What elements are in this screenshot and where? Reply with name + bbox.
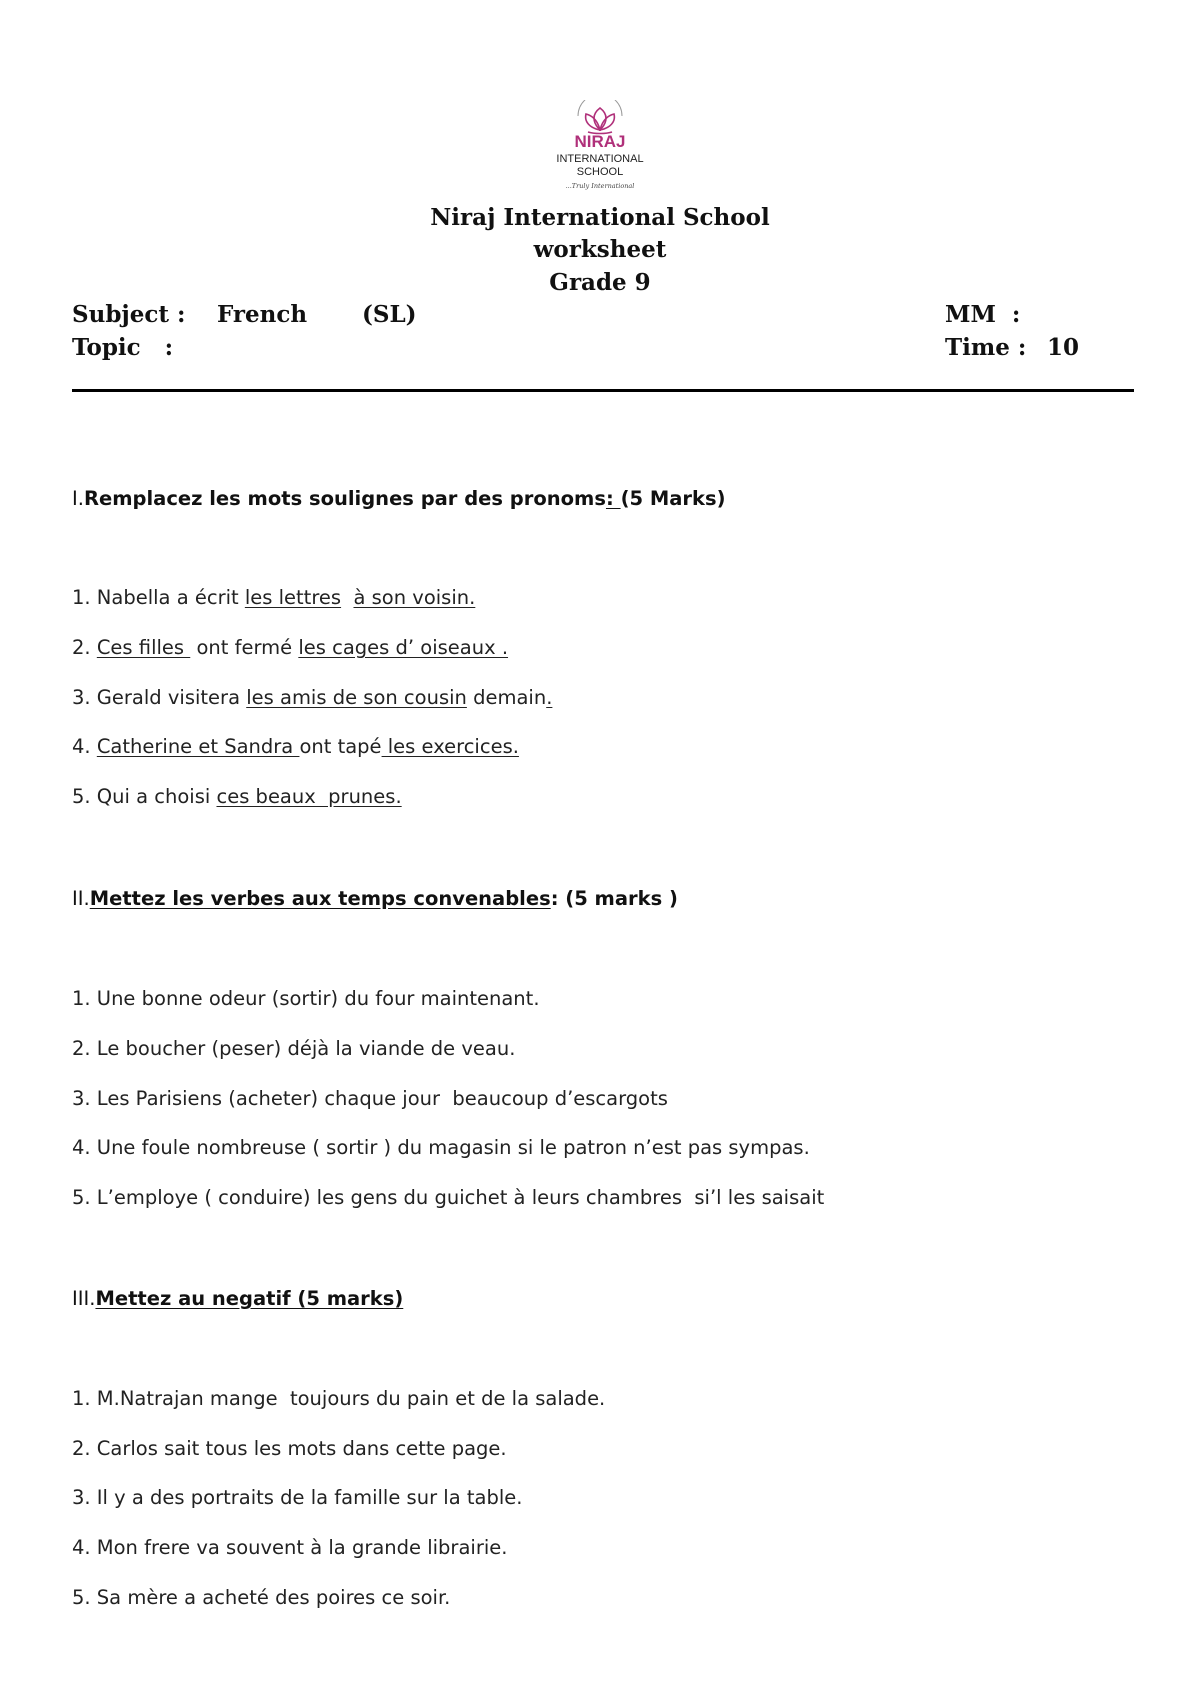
question-item: 5. L’employe ( conduire) les gens du guichet à leurs chambres si’l les saisait — [72, 1186, 825, 1209]
school-logo — [0, 100, 1200, 203]
section-title-colon: : — [605, 487, 621, 510]
section-2-heading — [72, 889, 678, 909]
question-item: 4. Catherine et Sandra ont tapé les exercices. — [72, 735, 519, 758]
logo-tagline: ...Truly International — [565, 182, 635, 190]
question-item: 3. Les Parisiens (acheter) chaque jour beaucoup d’escargots — [72, 1087, 668, 1110]
question-item: 5. Qui a choisi ces beaux prunes. — [72, 785, 402, 808]
question-item: 4. Mon frere va souvent à la grande librairie. — [72, 1536, 508, 1559]
underlined-phrase: les lettres — [244, 586, 342, 609]
underlined-phrase: les cages d’ oiseaux . — [298, 636, 509, 659]
grade-label: Grade 9 — [549, 269, 651, 296]
question-item: 4. Une foule nombreuse ( sortir ) du magasin si le patron n’est pas sympas. — [72, 1136, 810, 1159]
underlined-phrase: les amis de son cousin — [246, 686, 467, 709]
lotus-emblem-icon — [540, 100, 660, 198]
section-number: III. — [72, 1287, 96, 1310]
time-value: 10 — [1047, 334, 1080, 361]
section-title: Mettez au negatif (5 marks) — [95, 1287, 404, 1310]
section-number: II. — [72, 887, 90, 910]
subject-label: Subject : — [72, 301, 186, 328]
underlined-phrase: Ces filles — [96, 636, 191, 659]
max-marks-label: MM : — [945, 301, 1021, 328]
question-item: 2. Carlos sait tous les mots dans cette page. — [72, 1437, 507, 1460]
question-item: 1. M.Natrajan mange toujours du pain et de la salade. — [72, 1387, 606, 1410]
time-label: Time : — [945, 334, 1027, 361]
question-item: 3. Il y a des portraits de la famille sur la table. — [72, 1486, 523, 1509]
question-item: 1. Une bonne odeur (sortir) du four maintenant. — [72, 987, 540, 1010]
question-item: 3. Gerald visitera les amis de son cousin demain. — [72, 686, 553, 709]
section-title: Remplacez les mots soulignes par des pronoms — [83, 487, 606, 510]
document-type: worksheet — [533, 236, 667, 263]
section-title: Mettez les verbes aux temps convenables — [89, 887, 551, 910]
logo-line3: SCHOOL — [576, 166, 624, 178]
underlined-phrase: ces beaux prunes. — [216, 785, 402, 808]
section-3-heading — [72, 1289, 403, 1309]
underlined-phrase: les exercices. — [381, 735, 519, 758]
underlined-phrase: à son voisin. — [353, 586, 476, 609]
logo-name: NIRAJ — [574, 132, 626, 151]
logo-line2: INTERNATIONAL — [556, 153, 644, 165]
question-item: 5. Sa mère a acheté des poires ce soir. — [72, 1586, 451, 1609]
subject-value: French — [217, 301, 308, 328]
section-marks: (5 Marks) — [620, 487, 726, 510]
section-1-heading — [72, 489, 726, 509]
question-item: 2. Ces filles ont fermé les cages d’ oiseaux . — [72, 636, 509, 659]
question-item: 1. Nabella a écrit les lettres à son voisin. — [72, 586, 476, 609]
school-title: Niraj International School — [430, 204, 770, 231]
section-number: I. — [72, 487, 84, 510]
topic-label: Topic : — [72, 334, 174, 361]
question-item: 2. Le boucher (peser) déjà la viande de veau. — [72, 1037, 516, 1060]
underlined-phrase: Catherine et Sandra — [96, 735, 300, 758]
subject-level: (SL) — [362, 301, 417, 328]
header-divider — [72, 389, 1134, 392]
section-marks: : (5 marks ) — [550, 887, 678, 910]
